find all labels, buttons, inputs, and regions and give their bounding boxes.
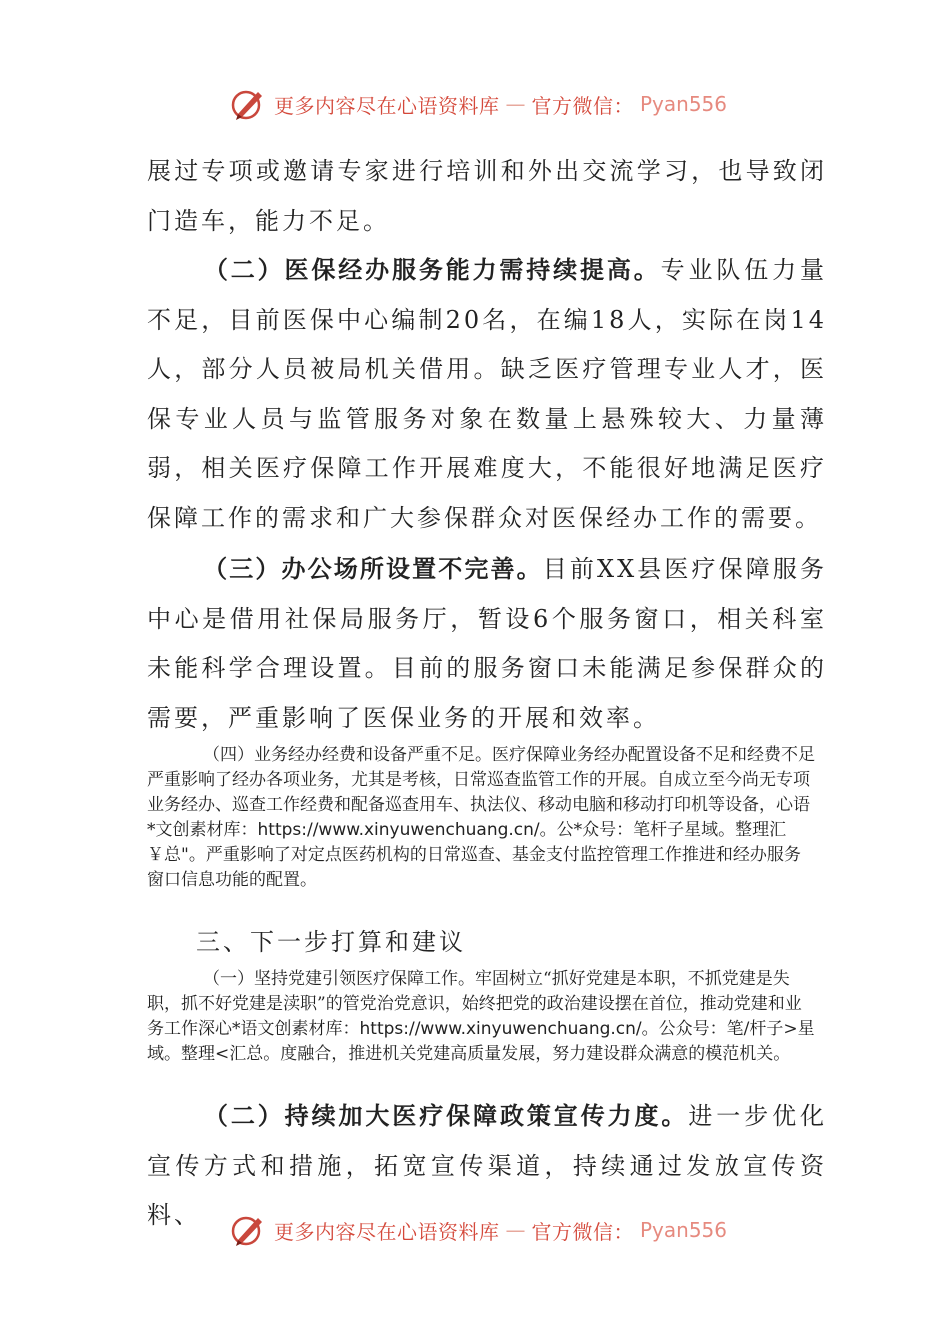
banner-official-label: 官方微信： — [531, 1219, 634, 1244]
website-url: https://www.xinyuwenchuang.cn/ — [257, 820, 540, 840]
paragraph-policy-publicity: （二）持续加大医疗保障政策宣传力度。进一步优化宣传方式和措施，拓宽宣传渠道，持续通过发放宣传资料、 — [147, 1102, 828, 1229]
banner-separator: — — [505, 92, 526, 116]
header-banner — [228, 84, 748, 124]
pen-logo-icon — [228, 1210, 268, 1250]
banner-wechat-id: Pyan556 — [640, 92, 728, 116]
pen-logo-icon — [228, 84, 268, 124]
paragraph-title: （二）医保经办服务能力需持续提高。 — [203, 256, 661, 284]
paragraph-party-building: （一）坚持党建引领医疗保障工作。牢固树立“抓好党建是本职，不抓党建是失职，抓不好党建是渎职”的管党治党意识，始终把党的政治建设摆在首位，推动党建和业务工作深心*语文创素材库：https://www.xinyuwenchuang.cn/。公众号：笔/杆子>星域。整理<汇总。度融合，推进机关党建高质量发展，努力建设群众满意的模范机关。 — [147, 969, 815, 1064]
banner-wechat-id: Pyan556 — [640, 1218, 728, 1242]
paragraph-funding: （四）业务经办经费和设备严重不足。医疗保障业务经办配置设备不足和经费不足严重影响了经办各项业务，尤其是考核，日常巡查监管工作的开展。自成立至今尚无专项业务经办、巡查工作经费和配备巡查用车、执法仪、移动电脑和移动打印机等设备，心语*文创素材库：https://www.xinyuwenchuang.cn/。公*众号：笔杆子星域。整理汇￥总"。严重影响了对定点医药机构的日常巡查、基金支付监控管理工作推进和经办服务窗口信息功能的配置。 — [147, 745, 815, 890]
paragraph-office-facilities: （三）办公场所设置不完善。目前XX县医疗保障服务中心是借用社保局服务厅，暂设6个服务窗口，相关科室未能科学合理设置。目前的服务窗口未能满足参保群众的需要，严重影响了医保业务的开展和效率。 — [147, 555, 828, 732]
banner-official-label: 官方微信： — [531, 93, 634, 118]
banner-separator: — — [505, 1218, 526, 1242]
banner-title: 更多内容尽在心语资料库 — [274, 93, 500, 118]
section-heading: 三、下一步打算和建议 — [196, 928, 466, 956]
paragraph-continuation: 展过专项或邀请专家进行培训和外出交流学习，也导致闭门造车，能力不足。 — [147, 157, 827, 235]
paragraph-title: （二）持续加大医疗保障政策宣传力度。 — [203, 1102, 689, 1130]
footer-banner — [228, 1210, 748, 1250]
banner-title: 更多内容尽在心语资料库 — [274, 1219, 500, 1244]
website-url: https://www.xinyuwenchuang.cn/ — [359, 1019, 642, 1039]
paragraph-title: （三）办公场所设置不完善。 — [203, 555, 543, 583]
paragraph-service-capacity: （二）医保经办服务能力需持续提高。专业队伍力量不足，目前医保中心编制20名，在编18人，实际在岗14人，部分人员被局机关借用。缺乏医疗管理专业人才，医保专业人员与监管服务对象在数量上悬殊较大、力量薄弱，相关医疗保障工作开展难度大，不能很好地满足医疗保障工作的需求和广大参保群众对医保经办工作的需要。 — [147, 256, 828, 532]
